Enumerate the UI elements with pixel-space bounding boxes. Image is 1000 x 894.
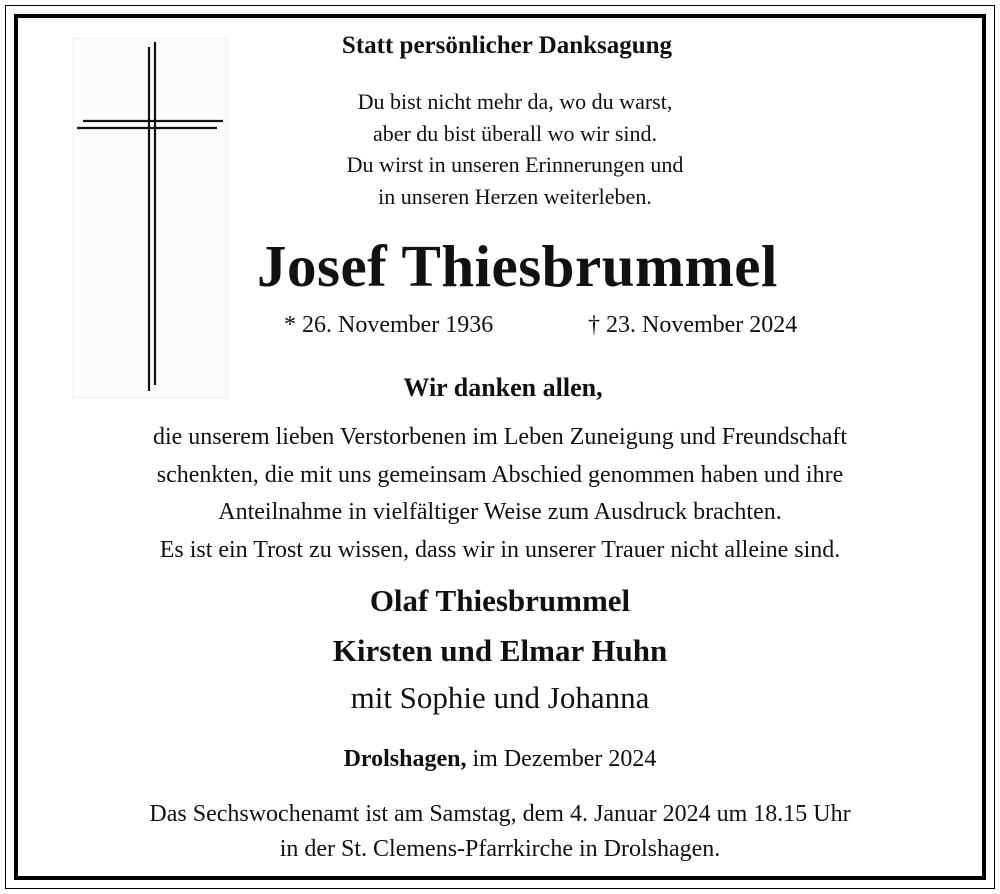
thanks-text bbox=[0, 419, 1000, 569]
cross-icon bbox=[73, 39, 229, 399]
deceased-name: Josef Thiesbrummel bbox=[257, 233, 778, 299]
poem-line: in unseren Herzen weiterleben. bbox=[378, 183, 652, 209]
place-date bbox=[0, 746, 1000, 773]
cross-image bbox=[72, 38, 228, 398]
poem-line: aber du bist überall wo wir sind. bbox=[372, 120, 658, 146]
poem-line: Du wirst in unseren Erinnerungen und bbox=[346, 152, 684, 177]
death-date: † 23. November 2024 bbox=[588, 312, 798, 338]
ad-heading: Statt persönlicher Danksagung bbox=[341, 32, 673, 59]
place-town: Drolshagen, bbox=[343, 746, 467, 772]
place-month: im Dezember 2024 bbox=[472, 746, 657, 772]
thanks-line: die unserem lieben Verstorbenen im Leben Zuneigung und Freundschaft bbox=[152, 424, 848, 450]
thanks-line: Anteilnahme in vielfältiger Weise zum Ausdruck brachten. bbox=[218, 499, 782, 525]
thanks-line: schenkten, die mit uns gemeinsam Abschied genommen haben und ihre bbox=[156, 461, 844, 488]
notice-line: in der St. Clemens-Pfarrkirche in Drolshagen. bbox=[279, 836, 721, 862]
service-notice bbox=[0, 797, 1000, 867]
notice-line: Das Sechswochenamt ist am Samstag, dem 4. Januar 2024 um 18.15 Uhr bbox=[149, 801, 851, 827]
poem bbox=[265, 86, 765, 212]
birth-date: * 26. November 1936 bbox=[284, 312, 494, 338]
poem-line: Du bist nicht mehr da, wo du warst, bbox=[357, 89, 673, 114]
family-member: Kirsten und Elmar Huhn bbox=[332, 633, 668, 668]
family-member: Olaf Thiesbrummel bbox=[369, 583, 631, 618]
thanks-line: Es ist ein Trost zu wissen, dass wir in unserer Trauer nicht alleine sind. bbox=[159, 536, 841, 563]
thanks-heading: Wir danken allen, bbox=[403, 373, 603, 402]
family-member: mit Sophie und Johanna bbox=[350, 680, 650, 715]
